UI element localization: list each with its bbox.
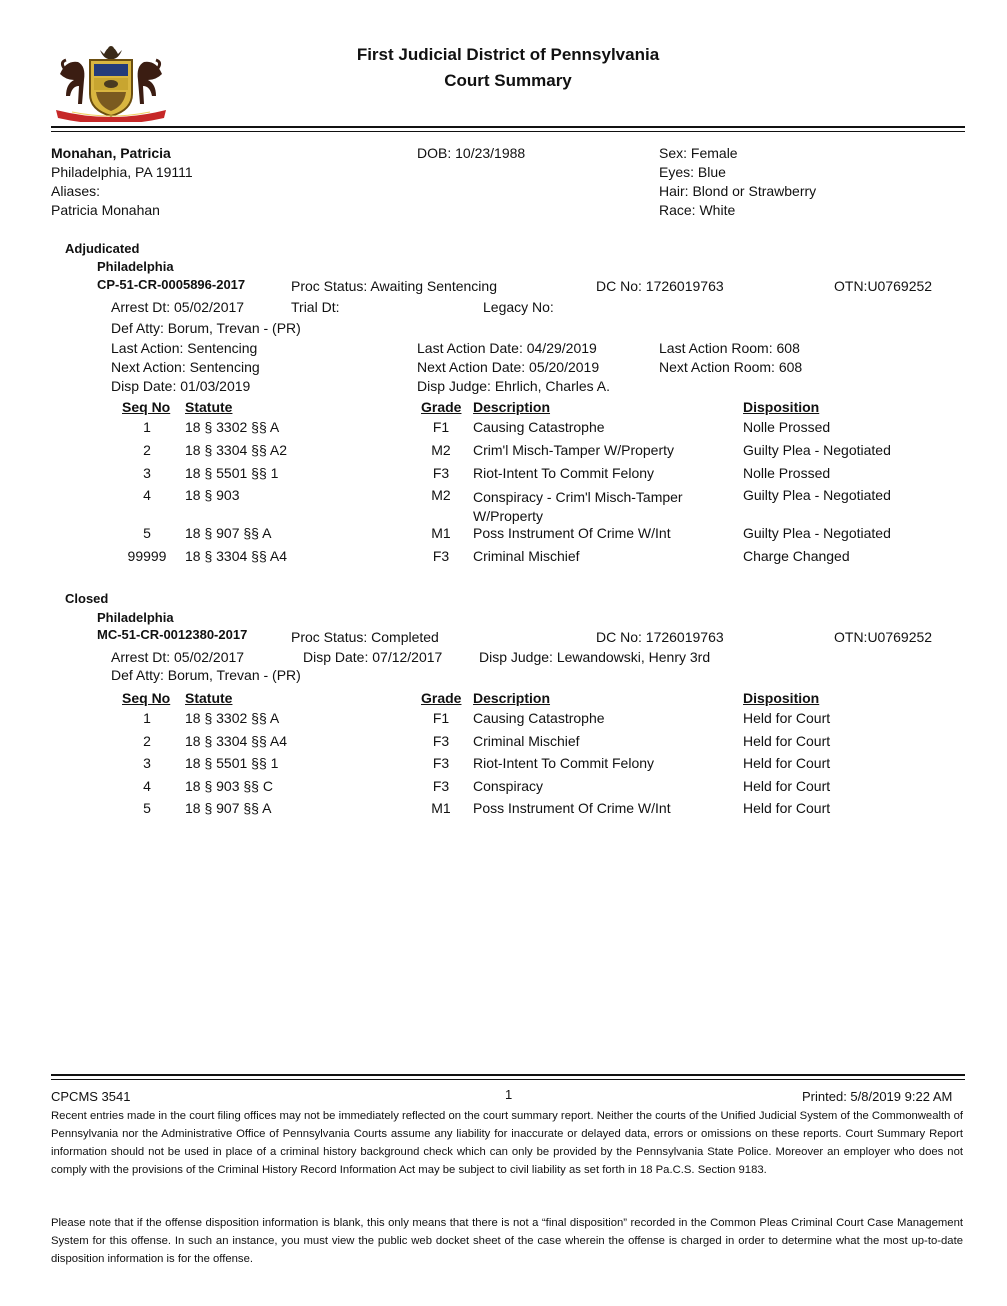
- case2-arrest-date: Arrest Dt: 05/02/2017: [111, 649, 245, 665]
- case1-disp-judge: Disp Judge: Ehrlich, Charles A.: [417, 378, 610, 394]
- table-row-grade: F1: [432, 710, 450, 726]
- table-row-grade: F3: [432, 755, 450, 771]
- case2-proc-status: Proc Status: Completed: [291, 629, 439, 645]
- defendant-name: Monahan, Patricia: [51, 145, 171, 161]
- table-row-description: Riot-Intent To Commit Felony: [473, 755, 655, 771]
- report-title-line2: Court Summary: [444, 71, 572, 90]
- table-row-seq: 3: [143, 465, 151, 481]
- table-row-description: Causing Catastrophe: [473, 710, 605, 726]
- table-row-description: Riot-Intent To Commit Felony: [473, 465, 655, 481]
- disclaimer-paragraph-2: Please note that if the offense disposition information is blank, this only means that there is not a “final disposition” recorded in the Common Pleas Criminal Court Case Management System for this offense. In such an instance, you must view the public web docket sheet of the case wherein the offense is charged in order to determine what the most up-to-date disposition information is for the offense.: [51, 1217, 963, 1265]
- dob: DOB: 10/23/1988: [417, 145, 526, 161]
- aliases-label: Aliases:: [51, 183, 101, 199]
- case1-col-description: Description: [473, 399, 551, 415]
- case2-otn: OTN:U0769252: [834, 629, 933, 645]
- header-rule-bottom: [51, 131, 965, 132]
- table-row-seq: 4: [143, 487, 151, 503]
- case1-proc-status: Proc Status: Awaiting Sentencing: [291, 278, 497, 294]
- sex: Sex: Female: [659, 145, 738, 161]
- table-row-disposition: Held for Court: [743, 710, 831, 726]
- case2-docket-number: MC-51-CR-0012380-2017: [97, 627, 248, 642]
- case1-trial-date: Trial Dt:: [291, 299, 340, 315]
- table-row-description: Crim'l Misch-Tamper W/Property: [473, 442, 675, 458]
- case2-disp-judge: Disp Judge: Lewandowski, Henry 3rd: [479, 649, 711, 665]
- case2-col-grade: Grade: [421, 690, 462, 706]
- table-row-seq: 2: [143, 442, 151, 458]
- table-row-disposition: Guilty Plea - Negotiated: [743, 442, 891, 458]
- table-row-disposition: Guilty Plea - Negotiated: [743, 487, 891, 503]
- table-row-statute: 18 § 3304 §§ A2: [185, 442, 287, 458]
- footer-rule-top: [51, 1074, 965, 1076]
- table-row-description: Causing Catastrophe: [473, 419, 605, 435]
- case1-arrest-date: Arrest Dt: 05/02/2017: [111, 299, 245, 315]
- disclaimer-paragraph-1: Recent entries made in the court filing offices may not be immediately reflected on the court summary report. Neither the courts of the Unified Judicial System of the Commonwealth of Pennsylvania nor the Administrative Office of Pennsylvania Courts assume any liability for inaccurate or delayed data, errors or omissions on these reports. Court Summary Report information should not be used in place of a criminal history background check which can only be provided by the Pennsylvania State Police. Moreover an employer who does not comply with the provisions of the Criminal History Record Information Act may be subject to civil liability as set forth in 18 Pa.C.S. Section 9183.: [51, 1110, 963, 1176]
- case1-next-action-room: Next Action Room: 608: [659, 359, 803, 375]
- table-row-description: Criminal Mischief: [473, 733, 580, 749]
- case2-dc-no: DC No: 1726019763: [596, 629, 724, 645]
- header-rule-top: [51, 126, 965, 128]
- case2-county: Philadelphia: [97, 610, 174, 625]
- table-row-seq: 99999: [127, 548, 167, 564]
- table-row-disposition: Nolle Prossed: [743, 465, 831, 481]
- printed-timestamp: Printed: 5/8/2019 9:22 AM: [802, 1089, 953, 1104]
- table-row-statute: 18 § 903 §§ C: [185, 778, 273, 794]
- table-row-description: Conspiracy: [473, 778, 544, 794]
- table-row-description-continued: W/Property: [473, 508, 544, 524]
- table-row-grade: F1: [432, 419, 450, 435]
- table-row-grade: F3: [432, 465, 450, 481]
- table-row-disposition: Held for Court: [743, 800, 831, 816]
- case1-defense-attorney: Def Atty: Borum, Trevan - (PR): [111, 320, 301, 336]
- defendant-address: Philadelphia, PA 19111: [51, 164, 193, 180]
- table-row-seq: 3: [143, 755, 151, 771]
- case1-docket-number: CP-51-CR-0005896-2017: [97, 277, 246, 292]
- case1-last-action: Last Action: Sentencing: [111, 340, 258, 356]
- case1-section-heading: Adjudicated: [65, 241, 140, 256]
- coat-of-arms-seal-icon: [52, 40, 170, 122]
- table-row-grade: M2: [431, 487, 451, 503]
- table-row-description: Poss Instrument Of Crime W/Int: [473, 525, 671, 541]
- case1-last-action-date: Last Action Date: 04/29/2019: [417, 340, 597, 356]
- table-row-statute: 18 § 3302 §§ A: [185, 710, 280, 726]
- report-title-line1: First Judicial District of Pennsylvania: [356, 45, 660, 64]
- hair: Hair: Blond or Strawberry: [659, 183, 817, 199]
- table-row-seq: 5: [143, 800, 151, 816]
- case1-last-action-room: Last Action Room: 608: [659, 340, 800, 356]
- case1-col-disposition: Disposition: [743, 399, 820, 415]
- table-row-statute: 18 § 3304 §§ A4: [185, 733, 287, 749]
- table-row-grade: M1: [431, 525, 451, 541]
- table-row-statute: 18 § 907 §§ A: [185, 800, 272, 816]
- table-row-grade: F3: [432, 548, 450, 564]
- case1-next-action: Next Action: Sentencing: [111, 359, 260, 375]
- table-row-disposition: Nolle Prossed: [743, 419, 831, 435]
- case1-col-statute: Statute: [185, 399, 233, 415]
- race: Race: White: [659, 202, 736, 218]
- table-row-description: Conspiracy - Crim'l Misch-Tamper: [473, 489, 683, 505]
- table-row-seq: 4: [143, 778, 151, 794]
- table-row-disposition: Held for Court: [743, 733, 831, 749]
- table-row-disposition: Charge Changed: [743, 548, 850, 564]
- table-row-seq: 1: [143, 710, 151, 726]
- table-row-disposition: Guilty Plea - Negotiated: [743, 525, 891, 541]
- table-row-statute: 18 § 5501 §§ 1: [185, 465, 279, 481]
- case1-otn: OTN:U0769252: [834, 278, 933, 294]
- table-row-grade: F3: [432, 733, 450, 749]
- table-row-disposition: Held for Court: [743, 755, 831, 771]
- table-row-grade: M1: [431, 800, 451, 816]
- case2-col-description: Description: [473, 690, 551, 706]
- table-row-seq: 5: [143, 525, 151, 541]
- table-row-statute: 18 § 907 §§ A: [185, 525, 272, 541]
- table-row-description: Poss Instrument Of Crime W/Int: [473, 800, 671, 816]
- table-row-grade: F3: [432, 778, 450, 794]
- case1-disp-date: Disp Date: 01/03/2019: [111, 378, 251, 394]
- case2-col-seq-no: Seq No: [122, 690, 171, 706]
- table-row-statute: 18 § 903: [185, 487, 240, 503]
- case2-disp-date: Disp Date: 07/12/2017: [303, 649, 443, 665]
- table-row-statute: 18 § 5501 §§ 1: [185, 755, 279, 771]
- form-id: CPCMS 3541: [51, 1089, 131, 1104]
- table-row-grade: M2: [431, 442, 451, 458]
- table-row-statute: 18 § 3302 §§ A: [185, 419, 280, 435]
- table-row-disposition: Held for Court: [743, 778, 831, 794]
- case1-county: Philadelphia: [97, 259, 174, 274]
- case2-col-statute: Statute: [185, 690, 233, 706]
- footer-rule-bottom: [51, 1079, 965, 1080]
- page-number: 1: [505, 1087, 513, 1102]
- alias-name: Patricia Monahan: [51, 202, 160, 218]
- case2-col-disposition: Disposition: [743, 690, 820, 706]
- case1-legacy-no: Legacy No:: [483, 299, 554, 315]
- table-row-seq: 2: [143, 733, 151, 749]
- table-row-description: Criminal Mischief: [473, 548, 580, 564]
- case1-next-action-date: Next Action Date: 05/20/2019: [417, 359, 600, 375]
- case2-defense-attorney: Def Atty: Borum, Trevan - (PR): [111, 667, 301, 683]
- case1-col-grade: Grade: [421, 399, 462, 415]
- case1-dc-no: DC No: 1726019763: [596, 278, 724, 294]
- table-row-statute: 18 § 3304 §§ A4: [185, 548, 287, 564]
- table-row-seq: 1: [143, 419, 151, 435]
- case1-col-seq-no: Seq No: [122, 399, 171, 415]
- case2-section-heading: Closed: [65, 591, 109, 606]
- eyes: Eyes: Blue: [659, 164, 726, 180]
